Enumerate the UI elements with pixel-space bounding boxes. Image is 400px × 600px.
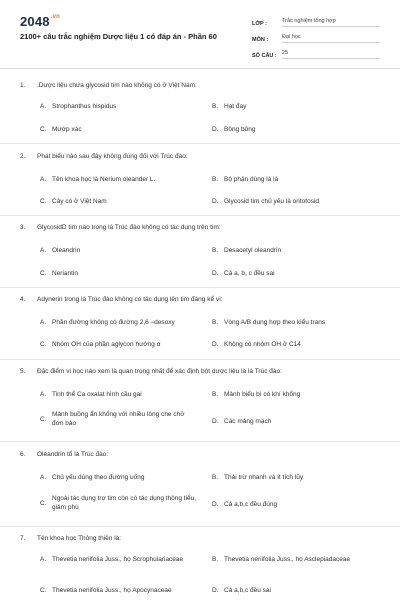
option-letter: B. (212, 176, 219, 183)
question-text: Adynerin trong lá Trúc đào không có tác dụng lên tim đáng kể vì: (37, 296, 223, 303)
option-letter: A. (40, 391, 47, 398)
question-number: 4. (20, 296, 26, 303)
option-text: Thải trừ nhanh và ít tích lũy (224, 474, 304, 481)
option-letter: A. (40, 474, 47, 481)
option-text: Mướp xác (52, 126, 82, 133)
option-letter: A. (40, 556, 47, 563)
option-b[interactable] (212, 246, 281, 255)
header-divider (0, 68, 400, 69)
option-b[interactable] (212, 318, 325, 327)
option-letter: D. (212, 270, 219, 277)
option-text: Không có nhóm OH ở C14 (224, 341, 301, 348)
option-text: Cây có ở Việt Nam (52, 198, 107, 205)
option-letter: D. (212, 587, 219, 594)
option-text: Desacetyl oleandrin (224, 247, 282, 254)
question-number: 6. (20, 451, 26, 458)
option-a[interactable] (40, 175, 155, 184)
meta-label: LỚP : (252, 21, 267, 27)
option-a[interactable] (40, 555, 200, 564)
meta-label: SỐ CÂU : (252, 53, 277, 59)
option-letter: C. (40, 587, 47, 594)
option-letter: B. (212, 474, 219, 481)
option-letter: D. (212, 198, 219, 205)
question-6 (20, 451, 384, 458)
option-text: Thevetia neriifolia Juss., họ Apocynaceae (52, 587, 172, 594)
option-text: Ngoài tác dụng trợ tim còn có tác dụng thông tiểu, giảm phù (52, 495, 197, 511)
option-b[interactable] (212, 555, 372, 564)
meta-row-class (252, 13, 380, 27)
question-7 (20, 535, 384, 542)
option-text: Oleandrin (52, 247, 81, 254)
option-letter: C. (40, 270, 47, 277)
document-title: 2100+ câu trắc nghiệm Dược liệu 1 có đáp án - Phần 60 (20, 32, 217, 41)
question-text: Phát biểu nào sau đây không đúng đối với Trúc đào: (37, 153, 188, 160)
option-letter: B. (212, 247, 219, 254)
question-text: .Dược liệu chứa glycosid tim nào không có ở Việt Nam: (37, 82, 197, 89)
option-text: Nhóm OH của phần aglycon hướng α (52, 341, 161, 348)
meta-value: Trắc nghiệm tổng hợp (282, 18, 380, 27)
option-text: Các mảng mạch (224, 418, 272, 425)
question-divider (0, 526, 400, 527)
option-letter: A. (40, 319, 47, 326)
question-text: GlycosidD tim nào trong lá Trúc đào không có tác dụng trên tim: (37, 224, 221, 231)
option-text: Strophanthus hispidus (52, 103, 117, 110)
question-text: Oleandrin tổ lá Trúc đào: (37, 451, 109, 458)
option-letter: B. (212, 319, 219, 326)
option-letter: C. (40, 126, 47, 133)
question-3 (20, 224, 384, 231)
option-letter: A. (40, 176, 47, 183)
option-text: Cả a,b,c đều sai (224, 587, 271, 594)
option-d[interactable] (212, 417, 271, 426)
logo-suffix: .vn (50, 14, 61, 20)
option-text: Mảnh biểu bì có khí khổng (224, 391, 301, 398)
option-text: Hạt đay (224, 103, 247, 110)
option-b[interactable] (212, 473, 303, 482)
option-text: Cả a,b,c đều đúng (224, 501, 278, 508)
option-c[interactable] (40, 125, 82, 134)
question-divider (0, 359, 400, 360)
option-a[interactable] (40, 246, 80, 255)
option-c[interactable] (40, 586, 172, 595)
option-d[interactable] (212, 340, 301, 349)
option-a[interactable] (40, 318, 175, 327)
option-c[interactable] (40, 410, 200, 428)
question-divider (0, 441, 400, 442)
option-text: Bông bông (224, 126, 256, 133)
option-b[interactable] (212, 175, 278, 184)
option-letter: D. (212, 341, 219, 348)
site-logo[interactable] (20, 14, 60, 29)
option-text: Phần đường không có đường 2,6 –desoxy (52, 319, 175, 326)
option-d[interactable] (212, 197, 319, 206)
option-letter: A. (40, 103, 47, 110)
question-divider (0, 287, 400, 288)
question-number: 5. (20, 368, 26, 375)
option-text: Glycosid tim chủ yếu là oritotosid (224, 198, 320, 205)
question-4 (20, 296, 384, 303)
meta-value: 25 (282, 50, 380, 59)
option-letter: C. (40, 341, 47, 348)
question-text: Tên khoa học Thông thiên là: (37, 535, 122, 542)
option-text: Thevetia neriifolia Juss., họ Asclepiadaceae (224, 556, 351, 563)
option-c[interactable] (40, 494, 205, 512)
question-number: 7. (20, 535, 26, 542)
option-c[interactable] (40, 340, 161, 349)
option-b[interactable] (212, 102, 246, 111)
question-number: 2. (20, 153, 26, 160)
option-a[interactable] (40, 102, 116, 111)
page-header (0, 0, 400, 70)
option-text: Thevetia neriifolia Juss., họ Scrophulariaceae (52, 556, 184, 563)
question-1 (20, 82, 384, 89)
option-letter: C. (40, 499, 47, 507)
option-a[interactable] (40, 390, 142, 399)
question-number: 3. (20, 224, 26, 231)
option-text: Cả a, b, c đều sai (224, 270, 275, 277)
option-letter: B. (212, 103, 219, 110)
option-text: Chủ yếu dùng theo đường uống (52, 474, 145, 481)
option-letter: C. (40, 198, 47, 205)
option-d[interactable] (212, 586, 271, 595)
option-d[interactable] (212, 269, 275, 278)
question-text: Đặc điểm vi học nào xem là quan trọng nhất để xác định bột dược liệu là lá Trúc đào: (37, 368, 282, 375)
option-a[interactable] (40, 473, 144, 482)
option-text: Tinh thể Ca oxalat hình cầu gai (52, 391, 142, 398)
question-divider (0, 143, 400, 144)
option-text: Neriantin (52, 270, 79, 277)
option-b[interactable] (212, 390, 300, 399)
option-text: Vòng A/B dung hợp theo kiểu trans (224, 319, 326, 326)
question-5 (20, 368, 384, 375)
option-letter: C. (40, 415, 47, 423)
option-letter: D. (212, 501, 219, 508)
meta-row-count (252, 45, 380, 59)
option-letter: D. (212, 418, 219, 425)
meta-panel (252, 13, 380, 61)
meta-value: Đại học (282, 34, 380, 43)
option-letter: D. (212, 126, 219, 133)
option-letter: A. (40, 247, 47, 254)
question-2 (20, 153, 384, 160)
option-text: Tên khoa học là Nerium oleander L. (52, 176, 156, 183)
option-text: Bộ phận dùng là lá (224, 176, 279, 183)
option-letter: B. (212, 556, 219, 563)
option-text: Mảnh buồng ẩn khổng với nhiều lông che chở đơn bào (52, 411, 185, 427)
option-letter: B. (212, 391, 219, 398)
meta-label: MÔN : (252, 37, 269, 43)
option-c[interactable] (40, 197, 107, 206)
meta-row-subject (252, 29, 380, 43)
question-number: 1. (20, 82, 26, 89)
option-c[interactable] (40, 269, 78, 278)
option-d[interactable] (212, 500, 277, 509)
logo-text: 2048 (20, 14, 50, 29)
option-d[interactable] (212, 125, 255, 134)
question-divider (0, 215, 400, 216)
